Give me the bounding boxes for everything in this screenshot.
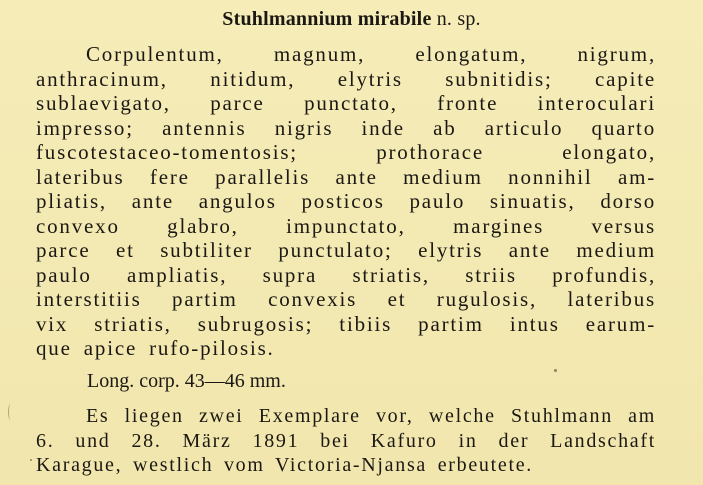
description-line: que apice rufo-pilosis. bbox=[36, 336, 275, 360]
description-line: vix striatis, subrugosis; tibiis partim intus earum- bbox=[36, 311, 656, 336]
latin-description bbox=[36, 42, 656, 361]
species-suffix: n. sp. bbox=[436, 8, 481, 30]
description-line: anthracinum, nitidum, elytris subnitidis; capite bbox=[36, 66, 656, 91]
species-name: Stuhlmannium mirabile bbox=[222, 8, 432, 30]
description-line: Corpulentum, magnum, elongatum, nigrum, bbox=[86, 42, 656, 66]
description-line: impresso; antennis nigris inde ab articulo quarto bbox=[36, 115, 656, 140]
description-line: sublaevigato, parce punctato, fronte interoculari bbox=[36, 91, 656, 115]
note-line: Karague, westlich vom Victoria-Njansa erbeutete. bbox=[36, 454, 533, 476]
description-line: convexo glabro, impunctato, margines versus bbox=[36, 213, 656, 238]
description-line: fuscotestaceo-tomentosis; prothorace elongato, bbox=[36, 140, 656, 164]
margin-mark bbox=[8, 404, 13, 420]
ink-speck bbox=[554, 369, 557, 372]
description-line: paulo ampliatis, supra striatis, striis profundis, bbox=[36, 262, 656, 287]
collection-note bbox=[36, 404, 656, 478]
description-line: interstitiis partim convexis et rugulosis, lateribus bbox=[36, 287, 656, 311]
description-line: pliatis, ante angulos posticos paulo sinuatis, dorso bbox=[36, 189, 656, 213]
description-line: lateribus fere parallelis ante medium nonnihil am- bbox=[36, 164, 656, 189]
body-length: Long. corp. 43—46 mm. bbox=[87, 370, 286, 392]
description-line: parce et subtiliter punctulato; elytris ante medium bbox=[36, 238, 656, 262]
note-line: 6. und 28. März 1891 bei Kafuro in der Landschaft bbox=[36, 429, 656, 452]
note-line: Es liegen zwei Exemplare vor, welche Stuhlmann am bbox=[86, 405, 656, 427]
ink-speck bbox=[30, 459, 32, 461]
species-heading bbox=[0, 8, 703, 31]
